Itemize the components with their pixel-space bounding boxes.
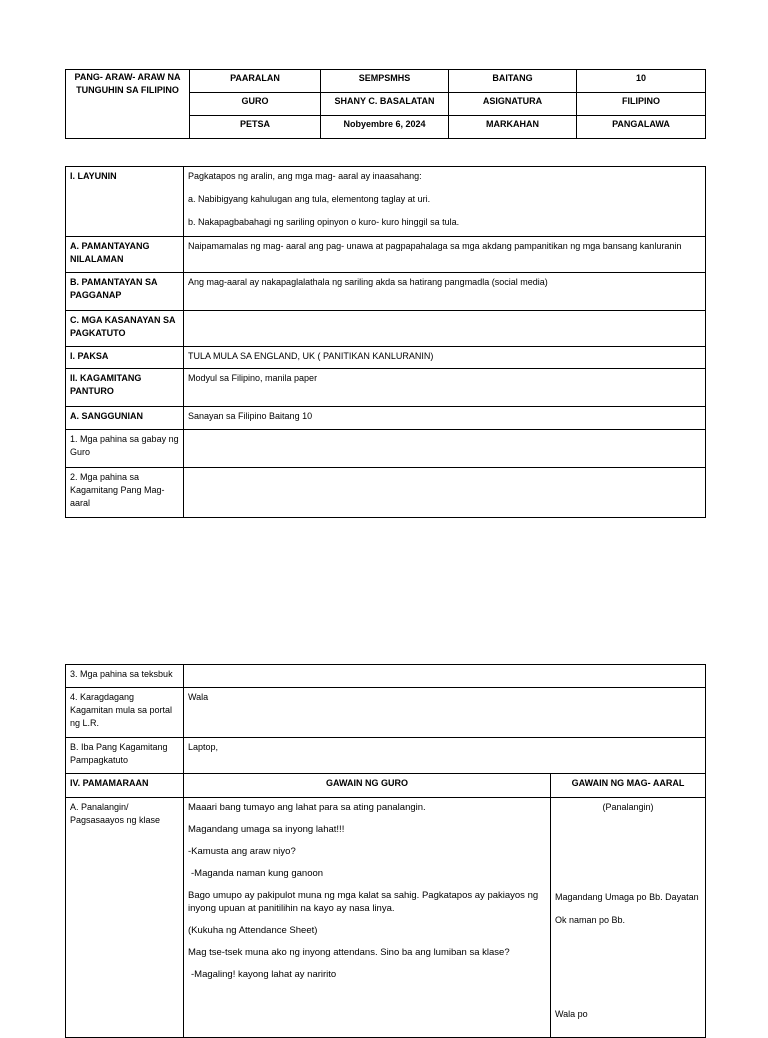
kagamitang-mag-aaral — [184, 468, 706, 518]
gabay — [184, 430, 706, 468]
portal-label: 4. Karagdagang Kagamitan mula sa portal ng L.R. — [66, 688, 184, 738]
header-cell: Nobyembre 6, 2024 — [321, 116, 449, 139]
guro-line: -Magaling! kayong lahat ay naririto — [191, 969, 337, 980]
header-cell: PETSA — [190, 116, 321, 139]
pamantayan-pagganap: Ang mag-aaral ay nakapaglalathala ng sariling akda sa hatirang pangmadla (social media) — [184, 273, 706, 311]
mag-aaral-line: Ok naman po Bb. — [555, 915, 626, 925]
guro-line: -Maganda naman kung ganoon — [191, 868, 324, 879]
pamantayang-nilalaman-label: A. PAMANTAYANG NILALAMAN — [66, 237, 184, 273]
teksbuk — [184, 665, 706, 688]
layunin-line: a. Nabibigyang kahulugan ang tula, elementong taglay at uri. — [188, 194, 431, 204]
iba-label: B. Iba Pang Kagamitang Pampagkatuto — [66, 738, 184, 774]
sanggunian-label: A. SANGGUNIAN — [66, 407, 184, 430]
lesson-plan-table-1 — [65, 166, 706, 518]
gawain-guro-heading: GAWAIN NG GURO — [184, 774, 551, 798]
header-title: PANG- ARAW- ARAW NA TUNGUHIN SA FILIPINO — [66, 70, 190, 139]
guro-line: (Kukuha ng Attendance Sheet) — [188, 925, 318, 936]
header-cell: PAARALAN — [190, 70, 321, 93]
lesson-plan-table-2 — [65, 664, 706, 1038]
panalangin-label: A. Panalangin/ Pagsasaayos ng klase — [66, 798, 184, 1038]
header-cell: SEMPSMHS — [321, 70, 449, 93]
gabay-label: 1. Mga pahina sa gabay ng Guro — [66, 430, 184, 468]
kagamitang: Modyul sa Filipino, manila paper — [184, 369, 706, 407]
iba: Laptop, — [184, 738, 706, 774]
pamantayang-nilalaman: Naipamamalas ng mag- aaral ang pag- unawa at pagpapahalaga sa mga akdang pampanitikan ng mga bansang kanluranin — [184, 237, 706, 273]
portal: Wala — [184, 688, 706, 738]
layunin-line: Pagkatapos ng aralin, ang mga mag- aaral ay inaasahang: — [188, 171, 422, 181]
paksa-label: I. PAKSA — [66, 347, 184, 369]
header-cell: ASIGNATURA — [449, 93, 577, 116]
gawain-mag-aaral-heading: GAWAIN NG MAG- AARAL — [551, 774, 706, 798]
pamantayan-pagganap-label: B. PAMANTAYAN SA PAGGANAP — [66, 273, 184, 311]
header-cell: BAITANG — [449, 70, 577, 93]
pamamaraan-label: IV. PAMAMARAAN — [66, 774, 184, 798]
layunin-content — [184, 167, 706, 237]
mag-aaral-line: Magandang Umaga po Bb. Dayatan — [555, 892, 699, 902]
guro-line: -Kamusta ang araw niyo? — [188, 846, 296, 857]
header-table — [65, 69, 706, 139]
mag-aaral-activity — [551, 798, 706, 1038]
header-cell: MARKAHAN — [449, 116, 577, 139]
kagamitang-mag-aaral-label: 2. Mga pahina sa Kagamitang Pang Mag- aaral — [66, 468, 184, 518]
guro-line: Maaari bang tumayo ang lahat para sa ating panalangin. — [188, 802, 426, 813]
header-cell: 10 — [577, 70, 706, 93]
sanggunian: Sanayan sa Filipino Baitang 10 — [184, 407, 706, 430]
kasanayan-label: C. MGA KASANAYAN SA PAGKATUTO — [66, 311, 184, 347]
guro-activity — [184, 798, 551, 1038]
paksa: TULA MULA SA ENGLAND, UK ( PANITIKAN KANLURANIN) — [184, 347, 706, 369]
header-cell: FILIPINO — [577, 93, 706, 116]
layunin-line: b. Nakapagbabahagi ng sariling opinyon o kuro- kuro hinggil sa tula. — [188, 217, 460, 227]
kagamitang-label: II. KAGAMITANG PANTURO — [66, 369, 184, 407]
teksbuk-label: 3. Mga pahina sa teksbuk — [66, 665, 184, 688]
guro-line: Magandang umaga sa inyong lahat!!! — [188, 824, 345, 835]
layunin-label: I. LAYUNIN — [66, 167, 184, 237]
mag-aaral-line: (Panalangin) — [602, 802, 654, 812]
header-cell: PANGALAWA — [577, 116, 706, 139]
guro-line: Mag tse-tsek muna ako ng inyong attendans. Sino ba ang lumiban sa klase? — [188, 947, 510, 958]
header-cell: GURO — [190, 93, 321, 116]
mag-aaral-line: Wala po — [555, 1009, 588, 1019]
kasanayan — [184, 311, 706, 347]
guro-line: Bago umupo ay pakipulot muna ng mga kalat sa sahig. Pagkatapos ay pakiayos ng inyong upuan at panitilihin na kayo ay nasa linya. — [188, 890, 539, 914]
header-cell: SHANY C. BASALATAN — [321, 93, 449, 116]
